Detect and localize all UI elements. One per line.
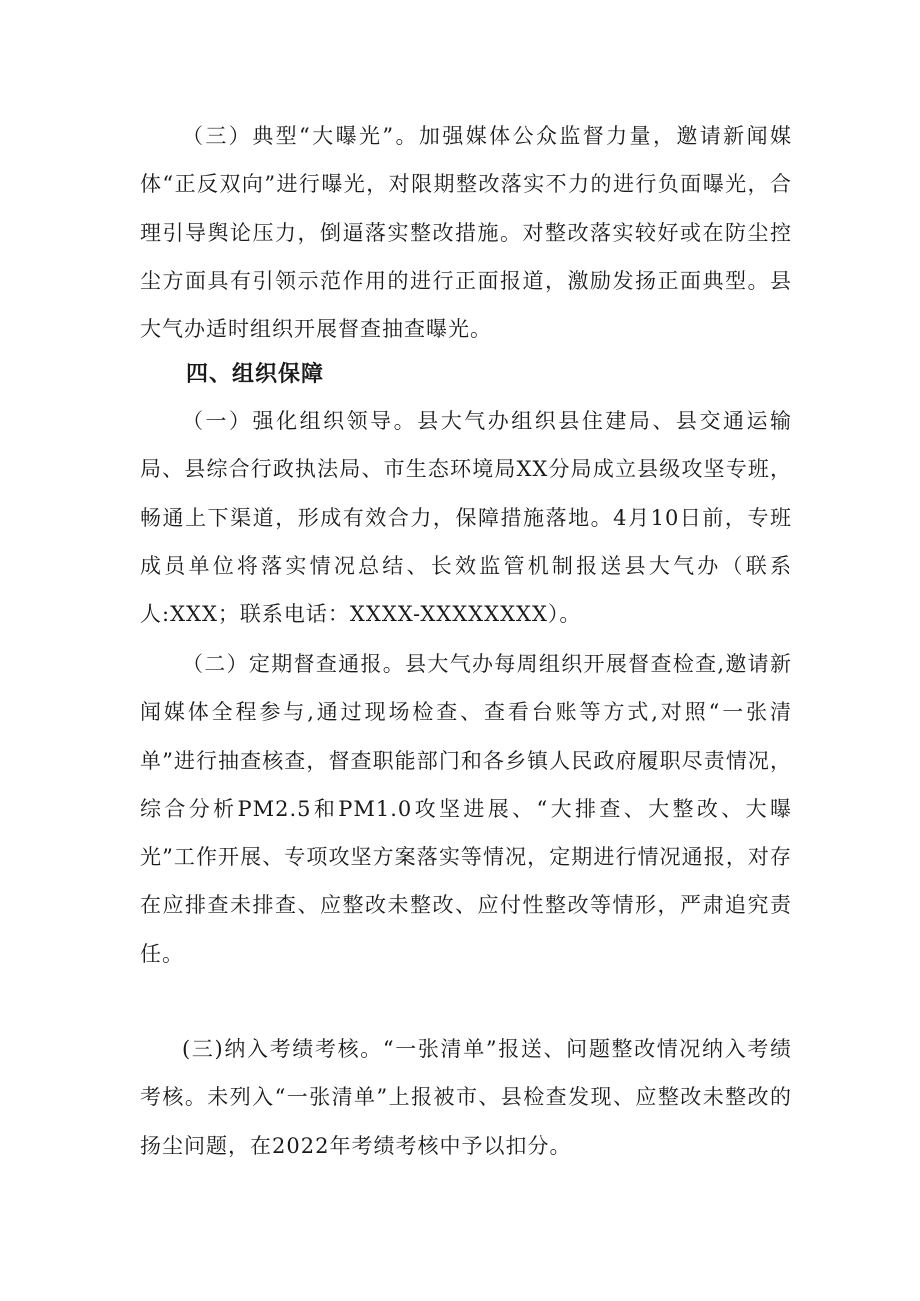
paragraph-regular-inspection: （二）定期督查通报。县大气办每周组织开展督查检查,邀请新闻媒体全程参与,通过现场检查、查看台账等方式,对照“一张清单”进行抽查核查，督查职能部门和各乡镇人民政府履职尽责情况，综合分析PM2.5和PM1.0攻坚进展、“大排查、大整改、大曝光”工作开展、专项攻坚方案落实等情况，定期进行情况通报，对存在应排查未排查、应整改未整改、应付性整改等情形，严肃追究责任。 bbox=[140, 652, 792, 966]
paragraph-organization-leadership: （一）强化组织领导。县大气办组织县住建局、县交通运输局、县综合行政执法局、市生态环境局XX分局成立县级攻坚专班，畅通上下渠道，形成有效合力，保障措施落地。4月10日前，专班成员单位将落实情况总结、长效监管机制报送县大气办（联系人:XXX；联系电话：XXXX-XXXXXXXX）。 bbox=[140, 409, 792, 627]
section-heading-organization: 四、组织保障 bbox=[186, 362, 325, 387]
paragraph-typical-exposure: （三）典型“大曝光”。加强媒体公众监督力量，邀请新闻媒体“正反双向”进行曝光，对限期整改落实不力的进行负面曝光，合理引导舆论压力，倒逼落实整改措施。对整改落实较好或在防尘控尘方面具有引领示范作用的进行正面报道，激励发扬正面典型。县大气办适时组织开展督查抽查曝光。 bbox=[140, 124, 792, 342]
paragraph-performance-assessment: (三)纳入考绩考核。“一张清单”报送、问题整改情况纳入考绩考核。未列入“一张清单”上报被市、县检查发现、应整改未整改的扬尘问题，在2022年考绩考核中予以扣分。 bbox=[140, 1037, 792, 1158]
